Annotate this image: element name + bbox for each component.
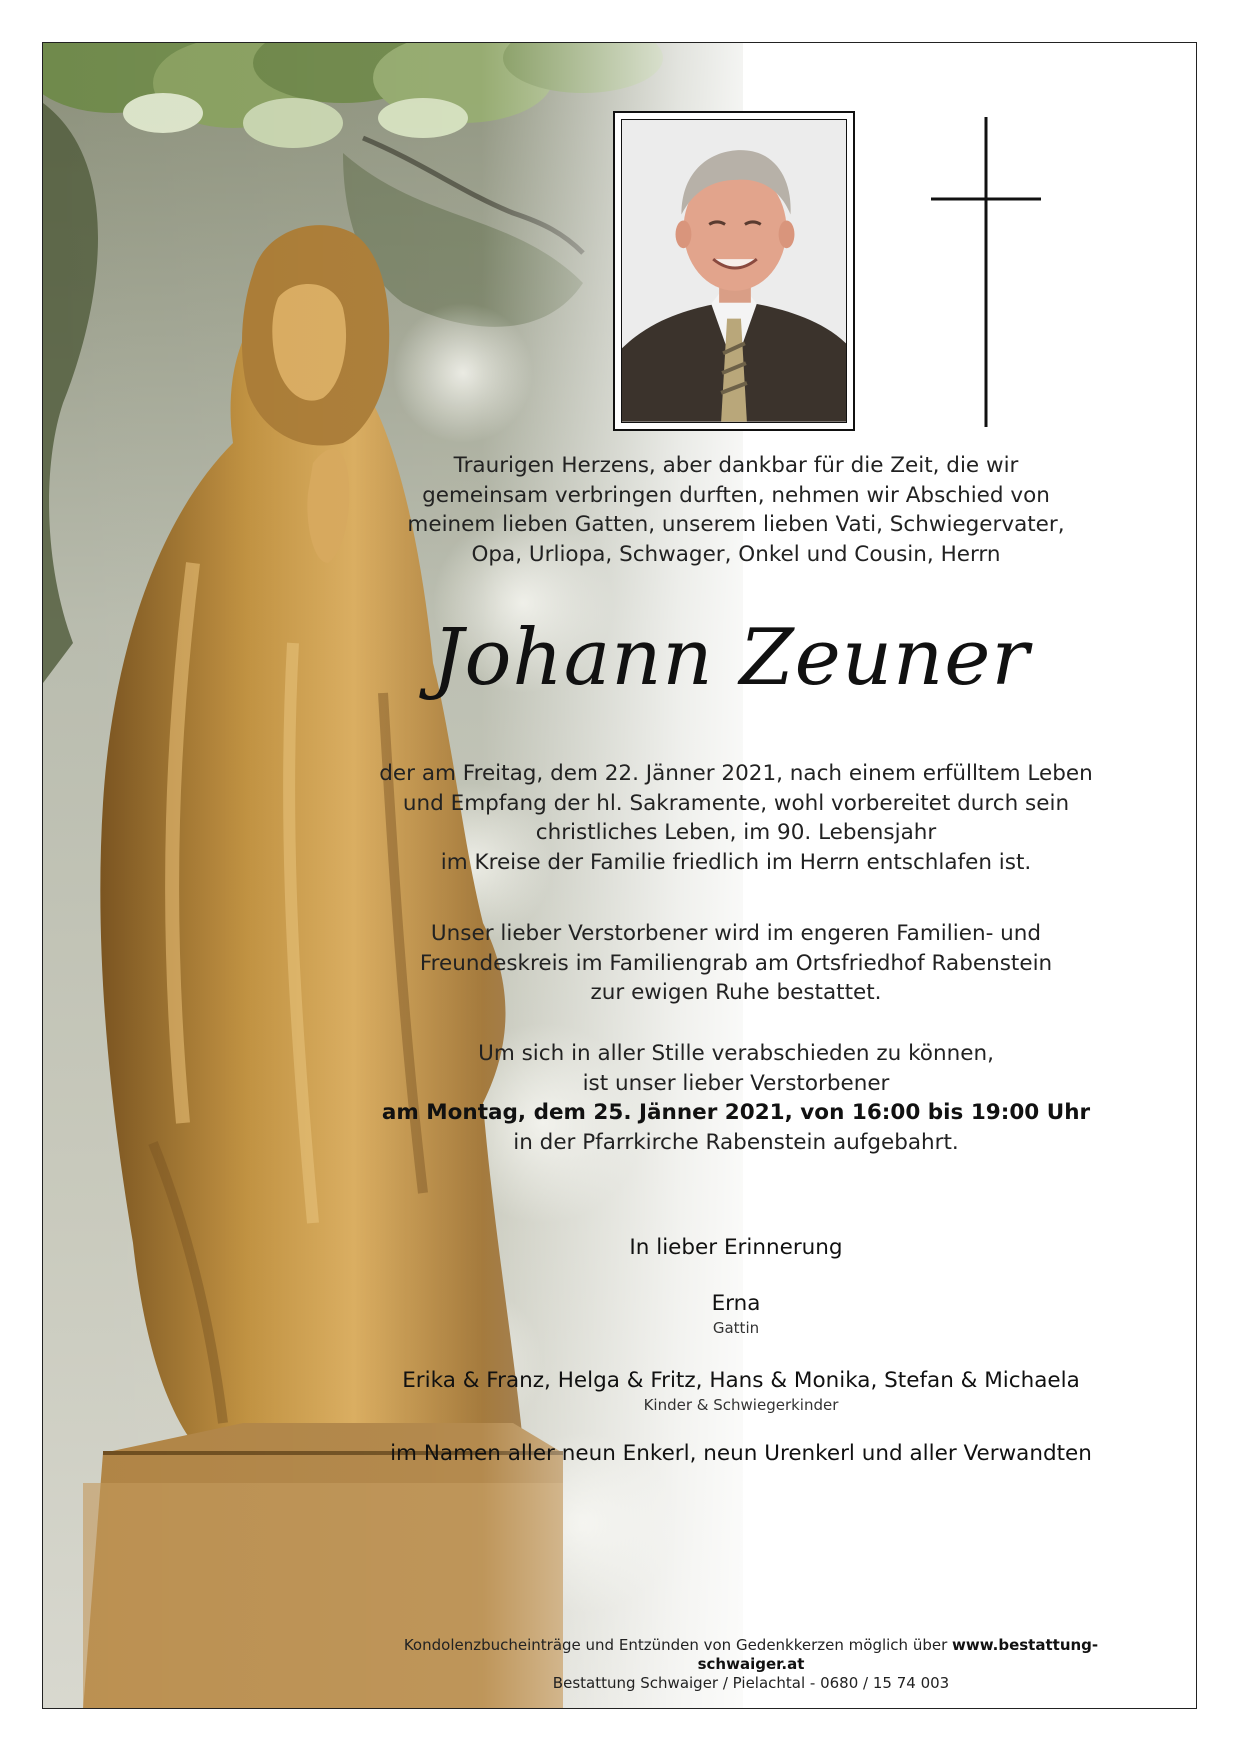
intro-line: meinem lieben Gatten, unserem lieben Vati, Schwiegervater, <box>407 512 1065 537</box>
intro-line: gemeinsam verbringen durften, nehmen wir Abschied von <box>422 482 1050 508</box>
footer-line-company: Bestattung Schwaiger / Pielachtal - 0680 / 15 74 003 <box>552 1674 950 1692</box>
website-link[interactable]: www.bestattung-schwaiger.at <box>697 1636 1099 1673</box>
paragraph-line: und Empfang der hl. Sakramente, wohl vorbereitet durch sein <box>402 790 1070 816</box>
memory-heading: In lieber Erinnerung <box>629 1235 843 1260</box>
deceased-name: Johann Zeuner <box>432 613 1030 703</box>
relative-names: Erna <box>711 1291 761 1316</box>
paragraph-line: christliches Leben, im 90. Lebensjahr <box>535 820 937 845</box>
paragraph-line: ist unser lieber Verstorbener <box>582 1070 890 1096</box>
portrait-photo-frame <box>613 111 855 431</box>
closing-line: im Namen aller neun Enkerl, neun Urenkerl und aller Verwandten <box>390 1441 1092 1466</box>
viewing-date-line: am Montag, dem 25. Jänner 2021, von 16:00 bis 19:00 Uhr <box>381 1100 1091 1125</box>
relative-role: Gattin <box>712 1319 760 1337</box>
paragraph-line: Freundeskreis im Familiengrab am Ortsfriedhof Rabenstein <box>419 950 1053 976</box>
paragraph-line: Um sich in aller Stille verabschieden zu können, <box>478 1041 994 1066</box>
footer-line-condolence <box>381 1636 1121 1674</box>
intro-text <box>351 451 1121 569</box>
paragraph-line: der am Freitag, dem 22. Jänner 2021, nach einem erfülltem Leben <box>379 761 1093 786</box>
intro-line: Traurigen Herzens, aber dankbar für die Zeit, die wir <box>453 453 1019 478</box>
burial-paragraph <box>351 919 1121 1008</box>
paragraph-line: im Kreise der Familie friedlich im Herrn entschlafen ist. <box>440 849 1032 875</box>
death-notice-paragraph <box>351 759 1121 877</box>
obituary-page <box>42 42 1197 1709</box>
footer <box>381 1636 1121 1693</box>
relative-group-children <box>361 1368 1121 1414</box>
paragraph-line: in der Pfarrkirche Rabenstein aufgebahrt. <box>513 1129 959 1155</box>
viewing-paragraph <box>351 1039 1121 1157</box>
footer-condolence-text: Kondolenzbucheinträge und Entzünden von Gedenkkerzen möglich über <box>403 1636 953 1654</box>
cross-icon <box>931 117 1041 427</box>
relative-names: Erika & Franz, Helga & Fritz, Hans & Monika, Stefan & Michaela <box>402 1368 1080 1393</box>
intro-line: Opa, Urliopa, Schwager, Onkel und Cousin, Herrn <box>471 541 1001 567</box>
relative-role: Kinder & Schwiegerkinder <box>643 1396 839 1414</box>
paragraph-line: Unser lieber Verstorbener wird im engeren Familien- und <box>430 921 1042 946</box>
relative-group-spouse <box>351 1291 1121 1337</box>
portrait-photo <box>621 119 847 423</box>
portrait-image <box>622 120 846 422</box>
paragraph-line: zur ewigen Ruhe bestattet. <box>590 980 882 1005</box>
